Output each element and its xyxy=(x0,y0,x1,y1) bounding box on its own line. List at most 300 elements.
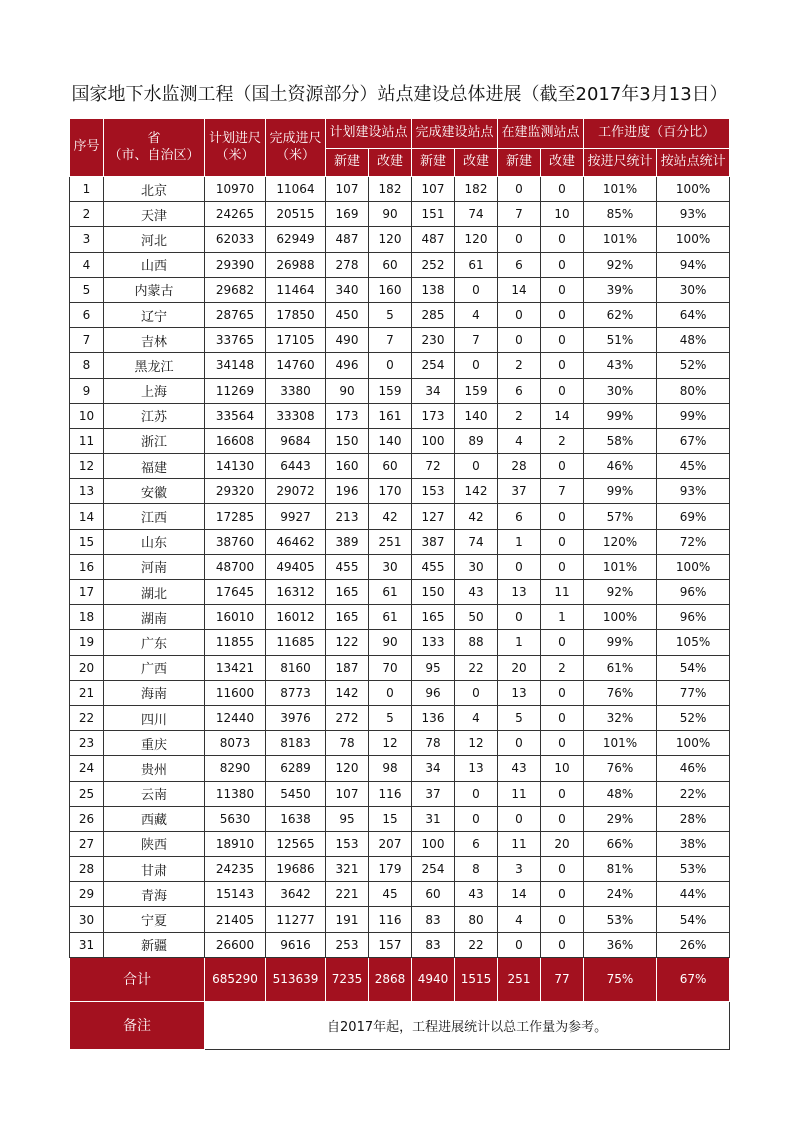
table-cell: 207 xyxy=(369,831,412,856)
table-cell: 0 xyxy=(541,705,584,730)
table-cell: 42 xyxy=(369,504,412,529)
table-cell: 5450 xyxy=(266,781,326,806)
header-province-line2: （市、自治区） xyxy=(108,147,200,163)
table-cell: 38% xyxy=(657,831,730,856)
table-cell: 10 xyxy=(541,756,584,781)
table-cell: 96% xyxy=(657,580,730,605)
table-cell: 100% xyxy=(584,605,657,630)
row-seq: 1 xyxy=(70,177,104,202)
header-province xyxy=(104,119,205,177)
row-province: 江西 xyxy=(104,504,205,529)
table-cell: 61 xyxy=(455,252,498,277)
row-seq: 26 xyxy=(70,806,104,831)
table-cell: 116 xyxy=(369,907,412,932)
table-cell: 48% xyxy=(657,328,730,353)
row-province: 辽宁 xyxy=(104,302,205,327)
total-cell: 513639 xyxy=(266,957,326,1001)
table-cell: 0 xyxy=(541,529,584,554)
table-cell: 0 xyxy=(541,454,584,479)
table-cell: 89 xyxy=(455,428,498,453)
row-province: 青海 xyxy=(104,882,205,907)
table-cell: 153 xyxy=(412,479,455,504)
row-seq: 12 xyxy=(70,454,104,479)
table-cell: 52% xyxy=(657,353,730,378)
row-province: 天津 xyxy=(104,202,205,227)
table-cell: 95 xyxy=(326,806,369,831)
progress-table xyxy=(69,72,730,1050)
table-cell: 4 xyxy=(498,428,541,453)
table-cell: 12 xyxy=(455,731,498,756)
table-cell: 278 xyxy=(326,252,369,277)
table-cell: 74 xyxy=(455,202,498,227)
table-cell: 38760 xyxy=(205,529,266,554)
table-cell: 62033 xyxy=(205,227,266,252)
table-cell: 153 xyxy=(326,831,369,856)
table-cell: 0 xyxy=(455,454,498,479)
table-cell: 43% xyxy=(584,353,657,378)
table-cell: 5 xyxy=(369,302,412,327)
table-cell: 8160 xyxy=(266,655,326,680)
row-province: 贵州 xyxy=(104,756,205,781)
table-cell: 52% xyxy=(657,705,730,730)
table-cell: 20515 xyxy=(266,202,326,227)
table-cell: 150 xyxy=(326,428,369,453)
table-cell: 160 xyxy=(326,454,369,479)
table-cell: 221 xyxy=(326,882,369,907)
table-cell: 12565 xyxy=(266,831,326,856)
row-seq: 31 xyxy=(70,932,104,957)
row-seq: 17 xyxy=(70,580,104,605)
table-cell: 1638 xyxy=(266,806,326,831)
table-cell: 161 xyxy=(369,403,412,428)
table-cell: 0 xyxy=(498,554,541,579)
header-plan-footage-line2: （米） xyxy=(215,147,255,163)
row-province: 福建 xyxy=(104,454,205,479)
total-label: 合计 xyxy=(70,957,205,1001)
table-row xyxy=(70,680,730,705)
table-cell: 107 xyxy=(326,781,369,806)
table-cell: 165 xyxy=(412,605,455,630)
row-seq: 13 xyxy=(70,479,104,504)
table-cell: 100% xyxy=(657,731,730,756)
table-cell: 2 xyxy=(498,353,541,378)
header-by-sites: 按站点统计 xyxy=(657,149,730,177)
table-cell: 67% xyxy=(657,428,730,453)
row-seq: 15 xyxy=(70,529,104,554)
table-cell: 98 xyxy=(369,756,412,781)
table-cell: 0 xyxy=(498,302,541,327)
table-cell: 253 xyxy=(326,932,369,957)
row-province: 四川 xyxy=(104,705,205,730)
table-cell: 0 xyxy=(541,328,584,353)
table-cell: 32% xyxy=(584,705,657,730)
table-cell: 94% xyxy=(657,252,730,277)
table-cell: 0 xyxy=(541,781,584,806)
table-cell: 92% xyxy=(584,580,657,605)
table-cell: 100 xyxy=(412,831,455,856)
table-cell: 16608 xyxy=(205,428,266,453)
table-cell: 48700 xyxy=(205,554,266,579)
table-row xyxy=(70,756,730,781)
table-cell: 99% xyxy=(657,403,730,428)
table-cell: 0 xyxy=(498,806,541,831)
table-cell: 16312 xyxy=(266,580,326,605)
row-province: 广西 xyxy=(104,655,205,680)
table-cell: 1 xyxy=(498,630,541,655)
table-cell: 0 xyxy=(541,630,584,655)
note-row xyxy=(70,1001,730,1049)
page-title: 国家地下水监测工程（国土资源部分）站点建设总体进展（截至2017年3月13日） xyxy=(70,73,730,119)
table-cell: 0 xyxy=(541,857,584,882)
table-cell: 173 xyxy=(412,403,455,428)
table-cell: 0 xyxy=(498,328,541,353)
table-row xyxy=(70,554,730,579)
table-cell: 28 xyxy=(498,454,541,479)
table-cell: 105% xyxy=(657,630,730,655)
table-cell: 14 xyxy=(541,403,584,428)
header-done-footage xyxy=(266,119,326,177)
table-cell: 0 xyxy=(498,605,541,630)
row-seq: 10 xyxy=(70,403,104,428)
row-seq: 3 xyxy=(70,227,104,252)
table-cell: 142 xyxy=(455,479,498,504)
row-seq: 23 xyxy=(70,731,104,756)
table-cell: 0 xyxy=(498,177,541,202)
row-province: 北京 xyxy=(104,177,205,202)
table-cell: 9927 xyxy=(266,504,326,529)
table-cell: 101% xyxy=(584,554,657,579)
table-cell: 133 xyxy=(412,630,455,655)
table-cell: 0 xyxy=(541,252,584,277)
table-cell: 6 xyxy=(498,252,541,277)
header-plan-rebuild: 改建 xyxy=(369,149,412,177)
table-cell: 3 xyxy=(498,857,541,882)
row-province: 山西 xyxy=(104,252,205,277)
table-cell: 0 xyxy=(455,781,498,806)
table-row xyxy=(70,202,730,227)
table-cell: 140 xyxy=(369,428,412,453)
table-cell: 120% xyxy=(584,529,657,554)
total-cell: 75% xyxy=(584,957,657,1001)
table-cell: 8073 xyxy=(205,731,266,756)
row-province: 宁夏 xyxy=(104,907,205,932)
row-seq: 9 xyxy=(70,378,104,403)
table-cell: 173 xyxy=(326,403,369,428)
table-cell: 496 xyxy=(326,353,369,378)
table-cell: 28% xyxy=(657,806,730,831)
table-cell: 53% xyxy=(584,907,657,932)
table-cell: 39% xyxy=(584,277,657,302)
table-cell: 83 xyxy=(412,932,455,957)
table-cell: 42 xyxy=(455,504,498,529)
table-cell: 0 xyxy=(541,806,584,831)
table-cell: 28765 xyxy=(205,302,266,327)
header-building-new: 新建 xyxy=(498,149,541,177)
table-row xyxy=(70,932,730,957)
table-cell: 0 xyxy=(369,680,412,705)
table-row xyxy=(70,302,730,327)
table-cell: 387 xyxy=(412,529,455,554)
table-cell: 17285 xyxy=(205,504,266,529)
table-cell: 90 xyxy=(326,378,369,403)
table-cell: 116 xyxy=(369,781,412,806)
table-cell: 54% xyxy=(657,655,730,680)
row-seq: 20 xyxy=(70,655,104,680)
table-cell: 45 xyxy=(369,882,412,907)
table-cell: 21405 xyxy=(205,907,266,932)
table-cell: 22% xyxy=(657,781,730,806)
row-province: 广东 xyxy=(104,630,205,655)
header-progress: 工作进度（百分比） xyxy=(584,119,730,149)
table-cell: 14 xyxy=(498,277,541,302)
row-province: 云南 xyxy=(104,781,205,806)
table-row xyxy=(70,731,730,756)
table-cell: 50 xyxy=(455,605,498,630)
row-seq: 16 xyxy=(70,554,104,579)
table-cell: 29320 xyxy=(205,479,266,504)
table-cell: 122 xyxy=(326,630,369,655)
table-cell: 0 xyxy=(541,353,584,378)
row-province: 西藏 xyxy=(104,806,205,831)
table-cell: 5630 xyxy=(205,806,266,831)
table-cell: 11464 xyxy=(266,277,326,302)
row-seq: 8 xyxy=(70,353,104,378)
header-province-line1: 省 xyxy=(147,131,161,147)
table-row xyxy=(70,857,730,882)
table-cell: 165 xyxy=(326,605,369,630)
table-cell: 2 xyxy=(498,403,541,428)
table-cell: 142 xyxy=(326,680,369,705)
table-cell: 321 xyxy=(326,857,369,882)
table-cell: 29682 xyxy=(205,277,266,302)
table-cell: 0 xyxy=(455,806,498,831)
table-cell: 101% xyxy=(584,731,657,756)
row-province: 重庆 xyxy=(104,731,205,756)
table-cell: 487 xyxy=(326,227,369,252)
table-cell: 140 xyxy=(455,403,498,428)
table-cell: 81% xyxy=(584,857,657,882)
table-cell: 33765 xyxy=(205,328,266,353)
table-cell: 13 xyxy=(455,756,498,781)
table-cell: 33564 xyxy=(205,403,266,428)
table-cell: 60 xyxy=(412,882,455,907)
table-cell: 53% xyxy=(657,857,730,882)
table-cell: 11855 xyxy=(205,630,266,655)
table-cell: 487 xyxy=(412,227,455,252)
table-cell: 101% xyxy=(584,177,657,202)
row-seq: 2 xyxy=(70,202,104,227)
table-cell: 19686 xyxy=(266,857,326,882)
table-cell: 7 xyxy=(541,479,584,504)
table-cell: 8183 xyxy=(266,731,326,756)
table-cell: 3380 xyxy=(266,378,326,403)
table-cell: 99% xyxy=(584,630,657,655)
table-cell: 83 xyxy=(412,907,455,932)
table-cell: 251 xyxy=(369,529,412,554)
row-province: 吉林 xyxy=(104,328,205,353)
row-seq: 7 xyxy=(70,328,104,353)
table-cell: 17645 xyxy=(205,580,266,605)
table-cell: 24265 xyxy=(205,202,266,227)
table-cell: 160 xyxy=(369,277,412,302)
table-row xyxy=(70,353,730,378)
total-cell: 67% xyxy=(657,957,730,1001)
table-cell: 11380 xyxy=(205,781,266,806)
table-cell: 62949 xyxy=(266,227,326,252)
table-cell: 78 xyxy=(326,731,369,756)
table-cell: 2 xyxy=(541,655,584,680)
row-province: 陕西 xyxy=(104,831,205,856)
table-row xyxy=(70,227,730,252)
table-cell: 6 xyxy=(455,831,498,856)
table-cell: 182 xyxy=(455,177,498,202)
total-cell: 251 xyxy=(498,957,541,1001)
table-cell: 4 xyxy=(455,705,498,730)
table-row xyxy=(70,806,730,831)
table-row xyxy=(70,529,730,554)
table-cell: 16012 xyxy=(266,605,326,630)
table-cell: 60 xyxy=(369,252,412,277)
table-cell: 11 xyxy=(541,580,584,605)
table-cell: 107 xyxy=(326,177,369,202)
table-cell: 26988 xyxy=(266,252,326,277)
total-row xyxy=(70,957,730,1001)
table-cell: 92% xyxy=(584,252,657,277)
table-cell: 100% xyxy=(657,227,730,252)
total-cell: 4940 xyxy=(412,957,455,1001)
row-seq: 4 xyxy=(70,252,104,277)
table-cell: 11 xyxy=(498,781,541,806)
table-cell: 165 xyxy=(326,580,369,605)
table-cell: 20 xyxy=(498,655,541,680)
table-cell: 88 xyxy=(455,630,498,655)
table-row xyxy=(70,831,730,856)
row-seq: 11 xyxy=(70,428,104,453)
table-cell: 8773 xyxy=(266,680,326,705)
table-cell: 11277 xyxy=(266,907,326,932)
table-cell: 93% xyxy=(657,479,730,504)
table-cell: 78 xyxy=(412,731,455,756)
row-province: 黑龙江 xyxy=(104,353,205,378)
table-cell: 455 xyxy=(412,554,455,579)
table-cell: 100 xyxy=(412,428,455,453)
table-cell: 0 xyxy=(455,353,498,378)
table-cell: 80% xyxy=(657,378,730,403)
table-cell: 45% xyxy=(657,454,730,479)
table-cell: 7 xyxy=(498,202,541,227)
table-cell: 150 xyxy=(412,580,455,605)
table-cell: 0 xyxy=(541,680,584,705)
table-cell: 46% xyxy=(657,756,730,781)
table-cell: 182 xyxy=(369,177,412,202)
table-cell: 90 xyxy=(369,202,412,227)
table-cell: 66% xyxy=(584,831,657,856)
table-cell: 151 xyxy=(412,202,455,227)
table-row xyxy=(70,781,730,806)
table-cell: 13421 xyxy=(205,655,266,680)
table-cell: 17850 xyxy=(266,302,326,327)
table-cell: 93% xyxy=(657,202,730,227)
table-cell: 24235 xyxy=(205,857,266,882)
table-cell: 29072 xyxy=(266,479,326,504)
table-cell: 80 xyxy=(455,907,498,932)
row-province: 甘肃 xyxy=(104,857,205,882)
row-province: 新疆 xyxy=(104,932,205,957)
table-cell: 107 xyxy=(412,177,455,202)
row-province: 湖北 xyxy=(104,580,205,605)
table-row xyxy=(70,630,730,655)
table-cell: 30 xyxy=(455,554,498,579)
row-seq: 21 xyxy=(70,680,104,705)
table-cell: 61% xyxy=(584,655,657,680)
table-cell: 0 xyxy=(541,378,584,403)
table-cell: 13 xyxy=(498,580,541,605)
table-cell: 13 xyxy=(498,680,541,705)
table-cell: 187 xyxy=(326,655,369,680)
row-province: 海南 xyxy=(104,680,205,705)
total-cell: 1515 xyxy=(455,957,498,1001)
table-cell: 46462 xyxy=(266,529,326,554)
table-cell: 0 xyxy=(541,731,584,756)
table-cell: 120 xyxy=(369,227,412,252)
row-seq: 14 xyxy=(70,504,104,529)
header-plan-footage-line1: 计划进尺 xyxy=(208,131,261,147)
table-cell: 11269 xyxy=(205,378,266,403)
header-building-sites: 在建监测站点 xyxy=(498,119,584,149)
table-cell: 138 xyxy=(412,277,455,302)
table-cell: 254 xyxy=(412,857,455,882)
table-cell: 29390 xyxy=(205,252,266,277)
table-cell: 22 xyxy=(455,655,498,680)
table-row xyxy=(70,403,730,428)
table-cell: 11600 xyxy=(205,680,266,705)
table-cell: 43 xyxy=(455,882,498,907)
row-seq: 19 xyxy=(70,630,104,655)
table-cell: 61 xyxy=(369,580,412,605)
table-cell: 0 xyxy=(541,554,584,579)
table-cell: 48% xyxy=(584,781,657,806)
total-cell: 77 xyxy=(541,957,584,1001)
table-cell: 0 xyxy=(498,731,541,756)
table-cell: 30% xyxy=(584,378,657,403)
table-cell: 5 xyxy=(369,705,412,730)
table-row xyxy=(70,504,730,529)
table-cell: 3642 xyxy=(266,882,326,907)
table-cell: 69% xyxy=(657,504,730,529)
row-province: 江苏 xyxy=(104,403,205,428)
table-cell: 99% xyxy=(584,479,657,504)
table-cell: 96 xyxy=(412,680,455,705)
row-seq: 22 xyxy=(70,705,104,730)
table-cell: 7 xyxy=(455,328,498,353)
header-building-rebuild: 改建 xyxy=(541,149,584,177)
row-province: 河南 xyxy=(104,554,205,579)
table-cell: 74 xyxy=(455,529,498,554)
table-cell: 6443 xyxy=(266,454,326,479)
table-cell: 26% xyxy=(657,932,730,957)
table-cell: 450 xyxy=(326,302,369,327)
table-row xyxy=(70,277,730,302)
table-cell: 58% xyxy=(584,428,657,453)
table-cell: 62% xyxy=(584,302,657,327)
row-seq: 24 xyxy=(70,756,104,781)
row-seq: 6 xyxy=(70,302,104,327)
table-row xyxy=(70,882,730,907)
table-cell: 34148 xyxy=(205,353,266,378)
table-row xyxy=(70,428,730,453)
row-province: 河北 xyxy=(104,227,205,252)
table-cell: 0 xyxy=(541,932,584,957)
